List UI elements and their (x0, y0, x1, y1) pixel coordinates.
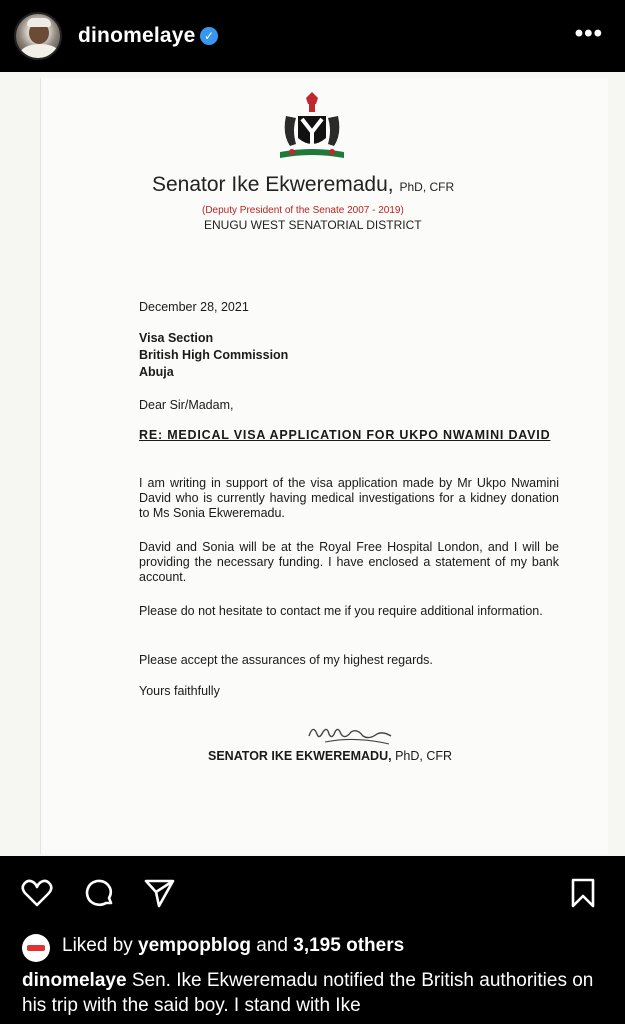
liker-avatar[interactable] (22, 934, 50, 962)
post-action-bar (0, 856, 625, 928)
coat-of-arms-icon (272, 86, 352, 166)
heart-icon[interactable] (20, 876, 54, 910)
letterhead-deputy-title: (Deputy President of the Senate 2007 - 2019) (202, 205, 404, 216)
letter-paragraph: Please do not hesitate to contact me if you require additional information. (139, 604, 543, 618)
likes-count: 3,195 others (293, 935, 405, 956)
caption-username[interactable]: dinomelaye (22, 970, 127, 991)
caption-text: Sen. Ike Ekweremadu notified the British authorities on his trip with the said boy. I stand with Ike (22, 970, 594, 1016)
letter-address: Visa Section British High Commission Abuja (139, 331, 289, 379)
comment-icon[interactable] (82, 876, 116, 910)
send-icon[interactable] (142, 876, 176, 910)
likes-text[interactable]: Liked by yempopblog and 3,195 others (62, 935, 405, 956)
signature (305, 714, 395, 750)
letter-subject: RE: MEDICAL VISA APPLICATION FOR UKPO NWAMINI DAVID (139, 428, 551, 442)
post-caption (22, 968, 612, 1018)
bookmark-icon[interactable] (566, 876, 600, 910)
liker-username: yempopblog (138, 935, 251, 956)
more-options-icon[interactable]: ••• (574, 20, 603, 47)
post-username[interactable]: dinomelaye (78, 24, 196, 47)
letter-paragraph: David and Sonia will be at the Royal Free Hospital London, and I will be providing the necessary funding. I have enclosed a statement of my bank account. (139, 540, 559, 584)
post-image[interactable] (0, 72, 625, 856)
likes-row (0, 928, 625, 964)
letter-paragraph: Please accept the assurances of my highest regards. (139, 653, 433, 667)
letterhead-district: ENUGU WEST SENATORIAL DISTRICT (204, 218, 422, 232)
verified-badge-icon: ✓ (200, 27, 218, 45)
letter-signatory: SENATOR IKE EKWEREMADU, PhD, CFR (208, 749, 453, 763)
post-header (0, 0, 625, 72)
letter-paragraph: I am writing in support of the visa application made by Mr Ukpo Nwamini David who is currently having medical investigations for a kidney donation to Ms Sonia Ekweremadu. (139, 476, 559, 520)
letter-greeting: Dear Sir/Madam, (139, 398, 234, 412)
letter-closing: Yours faithfully (139, 684, 220, 698)
avatar[interactable] (14, 12, 62, 60)
letterhead-name: Senator Ike Ekweremadu, PhD, CFR (152, 173, 455, 196)
letter-date: December 28, 2021 (139, 300, 249, 314)
